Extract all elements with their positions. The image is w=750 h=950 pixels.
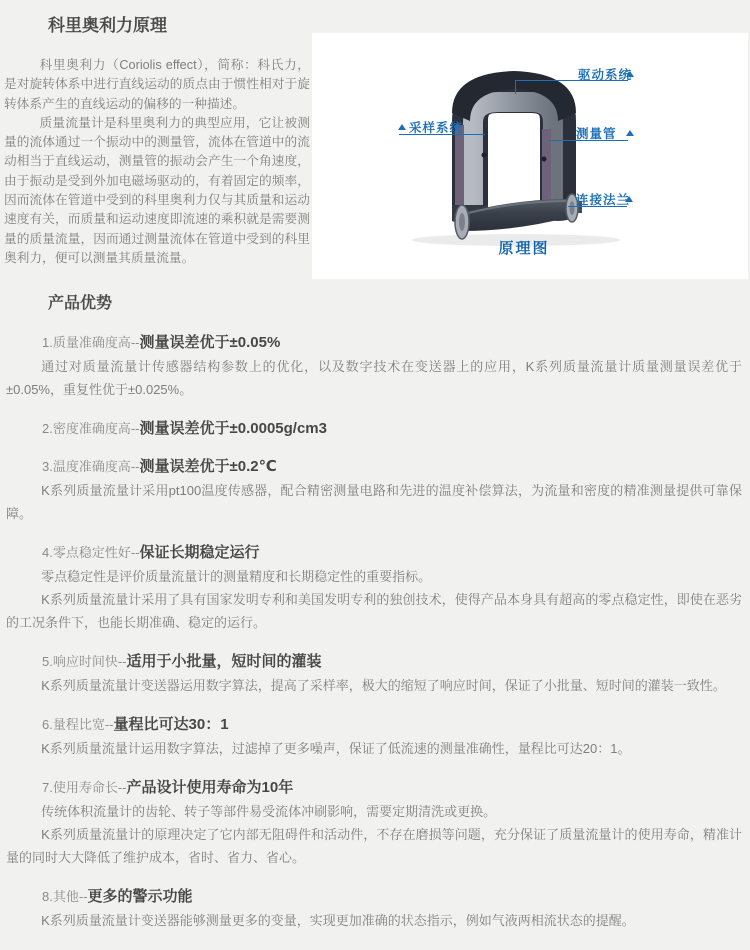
flange-right-hub	[570, 201, 575, 215]
callout-arrow-icon-tube	[626, 130, 634, 136]
label-connecting-flange: 连接法兰	[576, 193, 631, 207]
advantage-heading	[42, 652, 746, 672]
advantage-heading-prefix: 4.零点稳定性好--	[42, 545, 140, 560]
advantages-section-title: 产品优势	[48, 295, 113, 312]
callout-line-flange	[568, 206, 627, 207]
tube-strip-right	[542, 129, 551, 209]
advantage-item-6	[6, 715, 746, 760]
principle-intro	[4, 56, 310, 268]
advantage-item-1	[6, 333, 746, 401]
advantage-item-8	[6, 887, 746, 932]
callout-line-tube	[548, 140, 628, 141]
advantage-paragraph: 零点稳定性是评价质量流量计的测量精度和长期稳定性的重要指标。	[41, 569, 432, 584]
advantage-paragraph: K系列质量流量计变送器运用数字算法，提高了采样率，极大的缩短了响应时间，保证了小批量、短时间的灌装一致性。	[41, 678, 726, 693]
callout-arrow-icon-drive	[626, 71, 634, 77]
intro-paragraph-2: 质量流量计是科里奥利力的典型应用，它让被测量的流体通过一个振动中的测量管，流体在管道中的流动相当于直线运动，测量管的振动会产生一个角速度，由于振动是受到外加电磁场驱动的，有着固定的频率，因而流体在管道中受到的科里奥利力仅与其质量和运动速度有关，而质量和运动速度即流速的乘积就是需要测量的质量流量，因而通过测量流体在管道中受到的科里奥利力，便可以测量其质量流量。	[4, 115, 310, 265]
advantage-paragraph: K系列质量流量计采用了具有国家发明专利和美国发明专利的独创技术，使得产品本身具有超高的零点稳定性，即使在恶劣的工况条件下，也能长期准确、稳定的运行。	[6, 592, 742, 630]
advantage-heading	[42, 419, 746, 439]
advantage-heading-highlight: 适用于小批量，短时间的灌装	[126, 653, 322, 670]
advantage-heading	[42, 333, 746, 353]
advantage-heading-highlight: 测量误差优于±0.2℃	[139, 458, 277, 475]
callout-arrow-icon-sampling	[398, 124, 406, 130]
advantage-heading-prefix: 8.其他--	[42, 889, 88, 904]
advantage-heading	[42, 887, 746, 907]
principle-section-title: 科里奥利力原理	[48, 16, 167, 35]
advantage-heading-highlight: 更多的警示功能	[87, 888, 193, 905]
label-measuring-tube: 测量管	[576, 127, 617, 141]
advantage-heading	[42, 715, 746, 735]
flange-left-hub	[459, 213, 465, 231]
diagram-caption: 原理图	[498, 240, 550, 257]
advantage-paragraph: K系列质量流量计采用pt100温度传感器，配合精密测量电路和先进的温度补偿算法，为流量和密度的精准测量提供可靠保障。	[6, 483, 742, 521]
sensor-dot-right	[542, 157, 547, 162]
advantage-item-3	[6, 457, 746, 525]
advantage-heading-prefix: 1.质量准确度高--	[42, 335, 140, 350]
advantage-heading-prefix: 6.量程比宽--	[42, 717, 114, 732]
advantage-heading	[42, 457, 746, 477]
advantage-heading-highlight: 保证长期稳定运行	[139, 544, 260, 561]
advantage-item-5	[6, 652, 746, 697]
principle-diagram-panel	[312, 33, 748, 279]
advantage-heading	[42, 543, 746, 563]
advantage-heading-prefix: 3.温度准确度高--	[42, 459, 140, 474]
sensor-dot-left	[482, 153, 487, 158]
advantage-heading	[42, 778, 746, 798]
advantage-heading-highlight: 产品设计使用寿命为10年	[126, 779, 294, 796]
advantage-heading-prefix: 5.响应时间快--	[42, 654, 127, 669]
advantage-paragraph: K系列质量流量计变送器能够测量更多的变量，实现更加准确的状态指示，例如气液两相流状态的提醒。	[41, 913, 635, 928]
callout-arrow-icon-flange	[625, 196, 633, 202]
callout-line-drive	[515, 80, 628, 81]
advantage-item-2	[6, 419, 746, 439]
advantage-heading-highlight: 测量误差优于±0.0005g/cm3	[139, 420, 327, 437]
advantage-heading-highlight: 测量误差优于±0.05%	[139, 334, 281, 351]
label-sampling-system: 采样系统	[409, 121, 464, 135]
advantage-heading-prefix: 7.使用寿命长--	[42, 780, 127, 795]
callout-line-sampling	[399, 134, 485, 135]
advantage-heading-prefix: 2.密度准确度高--	[42, 421, 140, 436]
advantage-heading-highlight: 量程比可达30：1	[113, 716, 229, 733]
advantage-paragraph: 通过对质量流量计传感器结构参数上的优化，以及数字技术在变送器上的应用，K系列质量流量计质量测量误差优于±0.05%，重复性优于±0.025%。	[6, 359, 742, 397]
advantage-item-4	[6, 543, 746, 634]
advantages-section	[6, 290, 746, 950]
advantage-item-7	[6, 778, 746, 869]
intro-paragraph-1: 科里奥利力（Coriolis effect），简称：科氏力，是对旋转体系中进行直线运动的质点由于惯性相对于旋转体系产生的直线运动的偏移的一种描述。	[4, 58, 310, 111]
callout-vline-drive	[515, 80, 516, 94]
tube-strip-left	[455, 125, 464, 209]
label-drive-system: 驱动系统	[578, 68, 633, 82]
advantage-paragraph: K系列质量流量计的原理决定了它内部无阻碍件和活动件，不存在磨损等问题，充分保证了质量流量计的使用寿命，精准计量的同时大大降低了维护成本，省时、省力、省心。	[6, 827, 742, 865]
advantage-paragraph: K系列质量流量计运用数字算法，过滤掉了更多噪声，保证了低流速的测量准确性，量程比可达20：1。	[41, 741, 631, 756]
advantage-paragraph: 传统体积流量计的齿轮、转子等部件易受流体冲刷影响，需要定期清洗或更换。	[41, 804, 497, 819]
